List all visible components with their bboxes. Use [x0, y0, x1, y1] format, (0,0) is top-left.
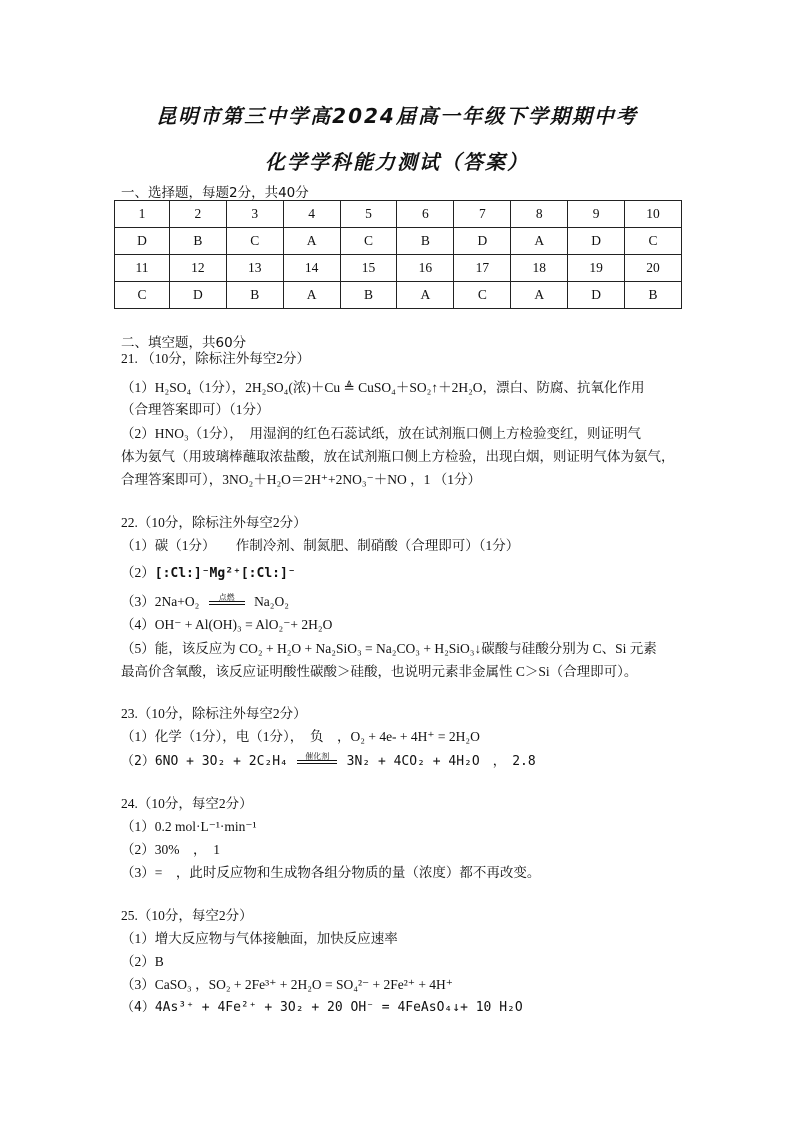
table-cell: 8	[511, 201, 568, 228]
table-cell: D	[568, 228, 625, 255]
table-row	[115, 228, 682, 255]
table-cell: A	[511, 228, 568, 255]
table-cell: B	[625, 282, 682, 309]
document-title: 昆明市第三中学高2024届高一年级下学期期中考	[156, 104, 638, 128]
table-cell: C	[454, 282, 511, 309]
q25-line-4: （4）4As³⁺ + 4Fe²⁺ + 3O₂ + 20 OH⁻ = 4FeAsO₄↓+ 10 H₂O	[121, 1000, 523, 1015]
answer-table	[114, 200, 682, 309]
table-cell: 3	[226, 201, 283, 228]
table-cell: C	[226, 228, 283, 255]
q22-line-5: （5）能，该反应为 CO₂ + H₂O + Na₂SiO₃ = Na₂CO₃ + H₂SiO₃↓碳酸与硅酸分别为 C、Si 元素	[121, 641, 657, 656]
q25-line-2: （2）B	[121, 954, 164, 969]
q22-line-4: （4）OH⁻ + Al(OH)₃ = AlO₂⁻+ 2H₂O	[121, 617, 333, 632]
table-cell: 15	[340, 255, 397, 282]
table-cell: A	[283, 282, 340, 309]
table-cell: B	[340, 282, 397, 309]
q25-heading: 25.（10分，每空2分）	[121, 908, 253, 923]
table-cell: 18	[511, 255, 568, 282]
table-cell: 14	[283, 255, 340, 282]
table-cell: 16	[397, 255, 454, 282]
q21-line-1: （1）H₂SO₄（1分），2H₂SO₄(浓)＋Cu ≜ CuSO₄＋SO₂↑＋2H₂O，漂白、防腐、抗氧化作用	[121, 380, 645, 395]
table-cell: 11	[115, 255, 170, 282]
q23-line-1: （1）化学（1分），电（1分）， 负 ，O₂ + 4e- + 4H⁺ = 2H₂O	[121, 729, 480, 744]
q23-line-2-products: 3N₂ + 4CO₂ + 4H₂O ， 2.8	[346, 754, 536, 769]
table-cell: C	[115, 282, 170, 309]
table-cell: 10	[625, 201, 682, 228]
table-cell: D	[115, 228, 170, 255]
q22-line-3-reactants: （3）2Na+O₂	[121, 594, 200, 609]
reaction-arrow	[209, 592, 245, 605]
table-cell: 7	[454, 201, 511, 228]
section-heading-fill: 二、填空题，共60分	[121, 335, 247, 351]
table-cell: C	[625, 228, 682, 255]
q24-line-1: （1）0.2 mol·L⁻¹·min⁻¹	[121, 819, 257, 834]
table-cell: B	[226, 282, 283, 309]
reaction-arrow	[297, 751, 337, 764]
q23-line-2	[121, 751, 681, 772]
q22-line-6: 最高价含氧酸，该反应证明酸性碳酸＞硅酸，也说明元素非金属性 C＞Si（合理即可）。	[121, 664, 638, 679]
table-cell: A	[283, 228, 340, 255]
table-cell: 6	[397, 201, 454, 228]
reaction-condition: 点燃	[218, 592, 235, 602]
table-cell: A	[511, 282, 568, 309]
q21-line-2: （合理答案即可）（1分）	[121, 402, 270, 417]
q22-line-2	[121, 563, 681, 584]
table-cell: D	[169, 282, 226, 309]
table-row	[115, 201, 682, 228]
q21-heading: 21. （10分，除标注外每空2分）	[121, 351, 310, 366]
table-cell: 12	[169, 255, 226, 282]
q24-line-3: （3）= ，此时反应物和生成物各组分物质的量（浓度）都不再改变。	[121, 865, 541, 880]
table-cell: 4	[283, 201, 340, 228]
reaction-condition: 催化剂	[305, 751, 330, 761]
table-cell: 9	[568, 201, 625, 228]
q24-line-2: （2）30% ， 1	[121, 842, 220, 857]
table-cell: B	[397, 228, 454, 255]
q22-line-1: （1）碳（1分） 作制冷剂、制氮肥、制硝酸（合理即可）（1分）	[121, 538, 520, 553]
table-cell: 1	[115, 201, 170, 228]
q23-heading: 23.（10分，除标注外每空2分）	[121, 706, 307, 721]
q25-line-1: （1）增大反应物与气体接触面，加快反应速率	[121, 931, 398, 946]
document-subtitle: 化学学科能力测试（答案）	[265, 150, 529, 174]
table-cell: 20	[625, 255, 682, 282]
electron-dot-formula: [:Cl:]⁻Mg²⁺[:Cl:]⁻	[154, 566, 296, 581]
table-cell: B	[169, 228, 226, 255]
table-cell: D	[454, 228, 511, 255]
q22-line-2-prefix: （2）	[121, 565, 155, 580]
table-cell: A	[397, 282, 454, 309]
q21-line-5: 合理答案即可），3NO₂＋H₂O＝2H⁺+2NO₃⁻＋NO ，1 （1分）	[121, 472, 481, 487]
q23-line-2-reactants: （2）6NO + 3O₂ + 2C₂H₄	[121, 754, 288, 769]
table-cell: 5	[340, 201, 397, 228]
section-heading-choice: 一、选择题，每题2分，共40分	[121, 185, 309, 201]
table-cell: 2	[169, 201, 226, 228]
q25-line-3: （3）CaSO₃ ，SO₂ + 2Fe³⁺ + 2H₂O = SO₄²⁻ + 2Fe²⁺ + 4H⁺	[121, 977, 453, 992]
q21-line-3: （2）HNO₃（1分）， 用湿润的红色石蕊试纸，放在试剂瓶口侧上方检验变红，则证明气	[121, 426, 641, 441]
table-row	[115, 282, 682, 309]
q21-line-4: 体为氨气（用玻璃棒蘸取浓盐酸，放在试剂瓶口侧上方检验，出现白烟，则证明气体为氨气，	[121, 449, 675, 464]
q24-heading: 24.（10分，每空2分）	[121, 796, 253, 811]
table-cell: D	[568, 282, 625, 309]
q22-heading: 22.（10分，除标注外每空2分）	[121, 515, 307, 530]
table-row	[115, 255, 682, 282]
table-cell: 19	[568, 255, 625, 282]
q22-line-3	[121, 592, 681, 612]
q22-line-3-product: Na₂O₂	[254, 594, 289, 609]
table-cell: 17	[454, 255, 511, 282]
table-cell: 13	[226, 255, 283, 282]
table-cell: C	[340, 228, 397, 255]
